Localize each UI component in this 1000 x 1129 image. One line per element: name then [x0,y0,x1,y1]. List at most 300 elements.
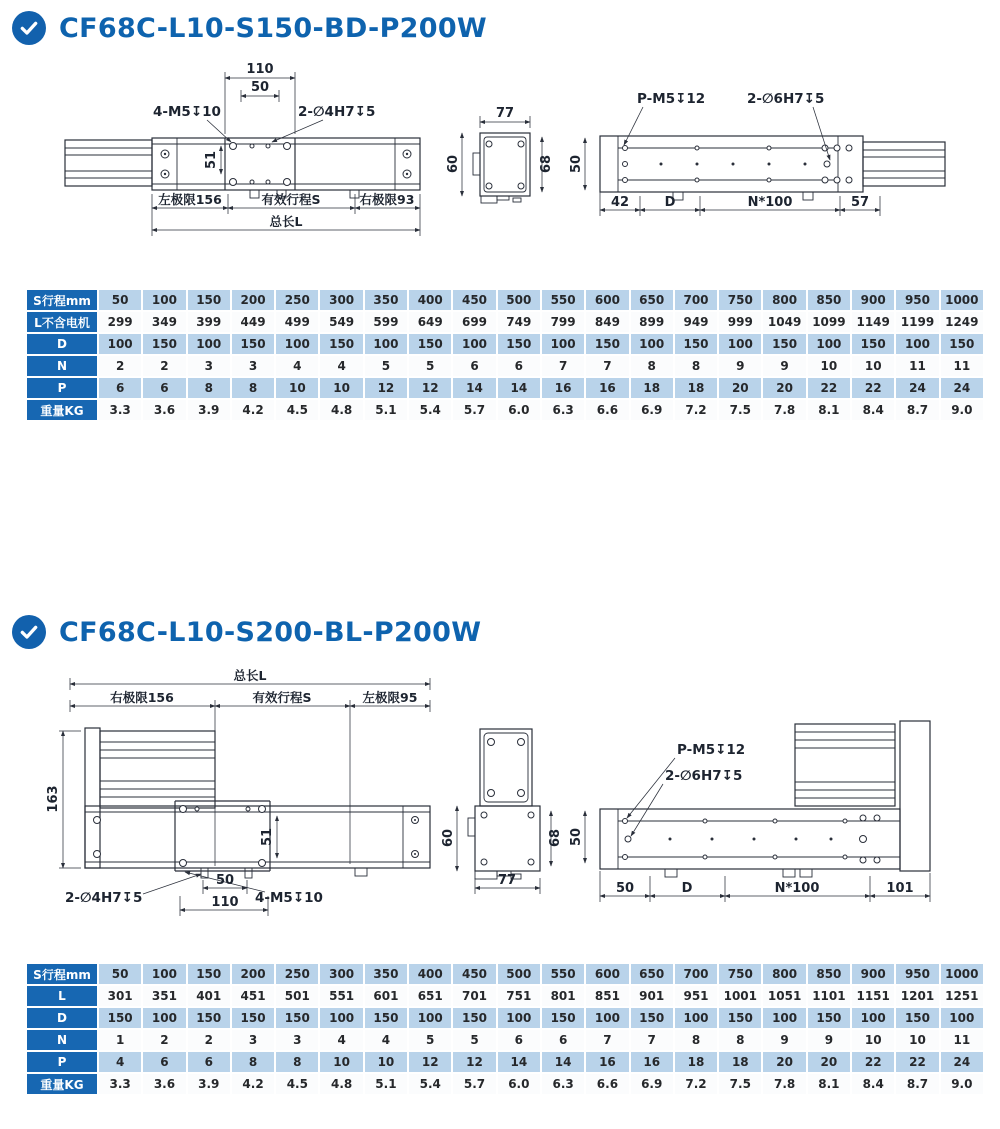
top-view [569,721,930,902]
table-cell: 550 [542,964,584,984]
table-cell: 4.8 [320,1074,362,1094]
table-cell: 3 [232,356,274,376]
table-row [27,356,983,376]
table-cell: 10 [320,378,362,398]
stroke-label: 有效行程S [252,690,312,705]
table-cell: 20 [763,378,805,398]
table-cell: 950 [896,964,938,984]
table-cell: 8 [675,1030,717,1050]
table-cell: 2 [143,356,185,376]
table-cell: 4.5 [276,1074,318,1094]
table-cell: 100 [453,334,495,354]
table-row [27,1052,983,1072]
section-header [12,610,1000,654]
model-title: CF68C-L10-S200-BL-P200W [59,616,482,648]
table-cell: 450 [453,964,495,984]
table-cell: 1149 [852,312,894,332]
screw-callout: 4-M5↧10 [153,104,221,120]
table-cell: 10 [852,1030,894,1050]
table-cell: 8.7 [896,1074,938,1094]
table-cell: 6 [498,356,540,376]
table-cell: 100 [719,334,761,354]
table-cell: 300 [320,290,362,310]
table-cell: 1249 [941,312,983,332]
table-cell: 150 [896,1008,938,1028]
row-header: S行程mm [27,290,97,310]
dim-50-label: 50 [569,154,584,174]
table-cell: 7.2 [675,400,717,420]
table-cell: 301 [99,986,141,1006]
left-limit-label: 左极限156 [158,192,222,207]
table-cell: 3.3 [99,1074,141,1094]
table-cell: 1000 [941,290,983,310]
table-cell: 4 [365,1030,407,1050]
screw-callout: P-M5↧12 [677,742,746,758]
table-cell: 600 [586,964,628,984]
drawing-canvas-2 [25,666,985,946]
table-cell: 250 [276,964,318,984]
dim-n100-label: N*100 [774,881,820,896]
dim-68-label: 68 [539,154,554,174]
table-cell: 24 [896,378,938,398]
table-cell: 5 [409,356,451,376]
dim-110-label: 110 [246,62,274,77]
pin-callout: 2-∅6H7↧5 [747,91,825,107]
drawing-canvas-1 [25,58,985,258]
table-cell: 750 [719,964,761,984]
table-cell: 6.9 [631,1074,673,1094]
table-cell: 16 [586,378,628,398]
table-cell: 10 [896,1030,938,1050]
table-cell: 4.8 [320,400,362,420]
table-cell: 449 [232,312,274,332]
stroke-label: 有效行程S [261,192,321,207]
table-cell: 1049 [763,312,805,332]
dim-50-bottom-label: 50 [615,881,635,896]
table-cell: 24 [941,1052,983,1072]
row-header: P [27,1052,97,1072]
table-cell: 6.9 [631,400,673,420]
table-cell: 801 [542,986,584,1006]
table-cell: 5.1 [365,400,407,420]
table-cell: 22 [852,1052,894,1072]
table-cell: 16 [586,1052,628,1072]
dim-d-label: D [664,195,676,210]
table-cell: 22 [896,1052,938,1072]
dim-50-label: 50 [250,80,270,95]
spec-table-s150 [25,288,985,422]
table-cell: 11 [941,356,983,376]
section-s150-bd [0,0,1000,422]
table-cell: 18 [675,378,717,398]
table-cell: 1201 [896,986,938,1006]
table-cell: 651 [409,986,451,1006]
table-cell: 10 [808,356,850,376]
row-header: S行程mm [27,964,97,984]
table-cell: 150 [409,334,451,354]
table-cell: 4 [320,1030,362,1050]
table-cell: 4 [276,356,318,376]
table-cell: 14 [498,378,540,398]
table-cell: 1001 [719,986,761,1006]
section-s200-bl [0,610,1000,1096]
table-cell: 951 [675,986,717,1006]
table-cell: 6.3 [542,400,584,420]
table-cell: 150 [763,334,805,354]
table-cell: 649 [409,312,451,332]
table-cell: 100 [143,1008,185,1028]
dim-d-label: D [681,881,693,896]
table-cell: 6 [143,1052,185,1072]
table-cell: 6.6 [586,1074,628,1094]
table-cell: 150 [99,1008,141,1028]
table-cell: 100 [99,334,141,354]
table-cell: 8.1 [808,1074,850,1094]
table-cell: 450 [453,290,495,310]
table-cell: 8 [232,378,274,398]
table-cell: 7 [631,1030,673,1050]
table-cell: 350 [365,964,407,984]
table-cell: 3.3 [99,400,141,420]
row-header: D [27,1008,97,1028]
table-cell: 3.9 [188,1074,230,1094]
table-cell: 4 [320,356,362,376]
table-cell: 150 [188,290,230,310]
table-cell: 8.4 [852,1074,894,1094]
table-cell: 50 [99,964,141,984]
table-cell: 899 [631,312,673,332]
table-cell: 11 [941,1030,983,1050]
table-cell: 100 [409,1008,451,1028]
dim-50-label: 50 [215,873,235,888]
right-limit-label: 右极限93 [359,192,415,207]
table-cell: 8.1 [808,400,850,420]
table-cell: 100 [586,1008,628,1028]
table-cell: 150 [276,1008,318,1028]
table-cell: 100 [188,334,230,354]
table-cell: 50 [99,290,141,310]
dim-60-label: 60 [446,154,461,174]
table-cell: 699 [453,312,495,332]
table-cell: 5.1 [365,1074,407,1094]
table-cell: 20 [808,1052,850,1072]
table-cell: 850 [808,290,850,310]
pin-callout: 2-∅6H7↧5 [665,768,743,784]
table-cell: 100 [276,334,318,354]
table-cell: 3.6 [143,1074,185,1094]
table-cell: 451 [232,986,274,1006]
table-cell: 7.5 [719,1074,761,1094]
table-cell: 7 [542,356,584,376]
table-cell: 24 [941,378,983,398]
table-cell: 100 [852,1008,894,1028]
table-cell: 6 [453,356,495,376]
table-cell: 6 [188,1052,230,1072]
table-cell: 849 [586,312,628,332]
table-cell: 16 [631,1052,673,1072]
table-cell: 700 [675,964,717,984]
table-row [27,964,983,984]
table-cell: 14 [542,1052,584,1072]
table-cell: 150 [320,334,362,354]
table-cell: 7.5 [719,400,761,420]
table-cell: 8 [631,356,673,376]
table-cell: 799 [542,312,584,332]
table-cell: 900 [852,964,894,984]
table-cell: 1101 [808,986,850,1006]
left-limit-label: 左极限95 [362,690,418,705]
table-cell: 500 [498,964,540,984]
table-row [27,1008,983,1028]
table-cell: 7 [586,1030,628,1050]
table-cell: 100 [320,1008,362,1028]
table-cell: 12 [453,1052,495,1072]
table-cell: 6.6 [586,400,628,420]
table-cell: 5.4 [409,1074,451,1094]
table-cell: 7.8 [763,1074,805,1094]
table-cell: 5.7 [453,1074,495,1094]
table-cell: 399 [188,312,230,332]
table-cell: 6.0 [498,1074,540,1094]
table-cell: 9.0 [941,1074,983,1094]
table-cell: 100 [498,1008,540,1028]
table-cell: 4 [99,1052,141,1072]
dim-163-label: 163 [46,785,61,813]
table-cell: 601 [365,986,407,1006]
table-cell: 100 [365,334,407,354]
table-cell: 500 [498,290,540,310]
model-title: CF68C-L10-S150-BD-P200W [59,12,487,44]
dim-77-label: 77 [495,106,515,121]
table-cell: 12 [409,1052,451,1072]
table-cell: 6 [542,1030,584,1050]
screw-callout: P-M5↧12 [637,91,706,107]
table-row [27,378,983,398]
table-cell: 150 [542,1008,584,1028]
row-header: D [27,334,97,354]
table-cell: 100 [808,334,850,354]
row-header: N [27,1030,97,1050]
total-length-label: 总长L [269,214,303,229]
table-cell: 6 [99,378,141,398]
table-cell: 650 [631,964,673,984]
table-cell: 599 [365,312,407,332]
table-cell: 100 [941,1008,983,1028]
table-cell: 100 [896,334,938,354]
table-row [27,334,983,354]
table-cell: 550 [542,290,584,310]
table-cell: 4.2 [232,1074,274,1094]
screw-callout: 4-M5↧10 [255,890,323,906]
table-row [27,986,983,1006]
table-cell: 2 [99,356,141,376]
top-view [569,91,945,216]
table-cell: 200 [232,290,274,310]
table-cell: 10 [320,1052,362,1072]
table-cell: 750 [719,290,761,310]
checkmark-icon [12,11,46,45]
table-cell: 400 [409,964,451,984]
table-cell: 5.7 [453,400,495,420]
table-cell: 2 [188,1030,230,1050]
table-cell: 6.3 [542,1074,584,1094]
side-view [446,106,554,203]
row-header: L [27,986,97,1006]
table-cell: 6 [498,1030,540,1050]
table-cell: 350 [365,290,407,310]
dim-42-label: 42 [610,195,630,210]
table-cell: 5 [409,1030,451,1050]
table-cell: 150 [232,1008,274,1028]
table-cell: 800 [763,964,805,984]
table-cell: 9 [763,1030,805,1050]
table-cell: 851 [586,986,628,1006]
table-cell: 1099 [808,312,850,332]
section-header [12,0,1000,44]
table-cell: 950 [896,290,938,310]
pin-callout: 2-∅4H7↧5 [65,890,143,906]
table-cell: 751 [498,986,540,1006]
table-cell: 9 [719,356,761,376]
table-cell: 9 [763,356,805,376]
table-cell: 12 [409,378,451,398]
table-cell: 1151 [852,986,894,1006]
table-cell: 150 [941,334,983,354]
table-cell: 150 [143,334,185,354]
table-cell: 8 [675,356,717,376]
dim-n100-label: N*100 [747,195,793,210]
table-cell: 6.0 [498,400,540,420]
table-cell: 3.6 [143,400,185,420]
table-cell: 10 [852,356,894,376]
table-cell: 5 [453,1030,495,1050]
table-cell: 8 [188,378,230,398]
table-cell: 5 [365,356,407,376]
table-cell: 16 [542,378,584,398]
table-cell: 150 [498,334,540,354]
table-cell: 150 [808,1008,850,1028]
table-cell: 3 [276,1030,318,1050]
table-cell: 1 [99,1030,141,1050]
table-cell: 749 [498,312,540,332]
table-cell: 11 [896,356,938,376]
table-cell: 499 [276,312,318,332]
table-cell: 549 [320,312,362,332]
spec-table-s200 [25,962,985,1096]
table-cell: 10 [276,378,318,398]
technical-drawing-s150 [25,58,1000,258]
table-cell: 22 [808,378,850,398]
table-cell: 150 [852,334,894,354]
table-cell: 1000 [941,964,983,984]
table-cell: 701 [453,986,495,1006]
table-cell: 150 [453,1008,495,1028]
table-cell: 12 [365,378,407,398]
dim-50-label: 50 [569,827,584,847]
right-limit-label: 右极限156 [110,690,174,705]
table-cell: 7 [586,356,628,376]
table-cell: 551 [320,986,362,1006]
table-cell: 8.4 [852,400,894,420]
pin-callout: 2-∅4H7↧5 [298,104,376,120]
table-cell: 150 [586,334,628,354]
table-cell: 100 [675,1008,717,1028]
table-cell: 2 [143,1030,185,1050]
table-row [27,312,983,332]
table-cell: 14 [453,378,495,398]
table-cell: 8 [719,1030,761,1050]
table-cell: 22 [852,378,894,398]
table-cell: 700 [675,290,717,310]
table-cell: 10 [365,1052,407,1072]
row-header: L不含电机 [27,312,97,332]
table-cell: 6 [143,378,185,398]
row-header: 重量KG [27,400,97,420]
table-cell: 150 [719,1008,761,1028]
table-cell: 3 [232,1030,274,1050]
table-cell: 100 [763,1008,805,1028]
dim-101-label: 101 [886,881,914,896]
dim-60-label: 60 [441,828,456,848]
table-cell: 850 [808,964,850,984]
table-cell: 150 [675,334,717,354]
table-cell: 1051 [763,986,805,1006]
table-row [27,1030,983,1050]
table-cell: 401 [188,986,230,1006]
table-cell: 300 [320,964,362,984]
dim-51-label: 51 [260,827,275,847]
table-cell: 7.8 [763,400,805,420]
table-cell: 400 [409,290,451,310]
dim-57-label: 57 [850,195,870,210]
table-cell: 100 [143,290,185,310]
table-cell: 999 [719,312,761,332]
front-view [46,668,430,916]
table-cell: 100 [143,964,185,984]
table-cell: 3 [188,356,230,376]
table-cell: 901 [631,986,673,1006]
table-cell: 18 [631,378,673,398]
table-cell: 650 [631,290,673,310]
table-cell: 150 [232,334,274,354]
side-view [441,729,563,894]
table-cell: 18 [719,1052,761,1072]
table-cell: 600 [586,290,628,310]
front-view [65,62,420,236]
table-cell: 18 [675,1052,717,1072]
table-cell: 9.0 [941,400,983,420]
table-row [27,1074,983,1094]
dim-51-label: 51 [204,150,219,170]
table-cell: 20 [763,1052,805,1072]
checkmark-icon [12,615,46,649]
table-cell: 14 [498,1052,540,1072]
table-cell: 351 [143,986,185,1006]
table-cell: 501 [276,986,318,1006]
table-cell: 949 [675,312,717,332]
table-cell: 5.4 [409,400,451,420]
table-cell: 8 [276,1052,318,1072]
table-cell: 150 [631,1008,673,1028]
table-cell: 1199 [896,312,938,332]
table-cell: 3.9 [188,400,230,420]
row-header: P [27,378,97,398]
table-cell: 1251 [941,986,983,1006]
table-cell: 800 [763,290,805,310]
table-cell: 8.7 [896,400,938,420]
table-cell: 8 [232,1052,274,1072]
table-cell: 900 [852,290,894,310]
